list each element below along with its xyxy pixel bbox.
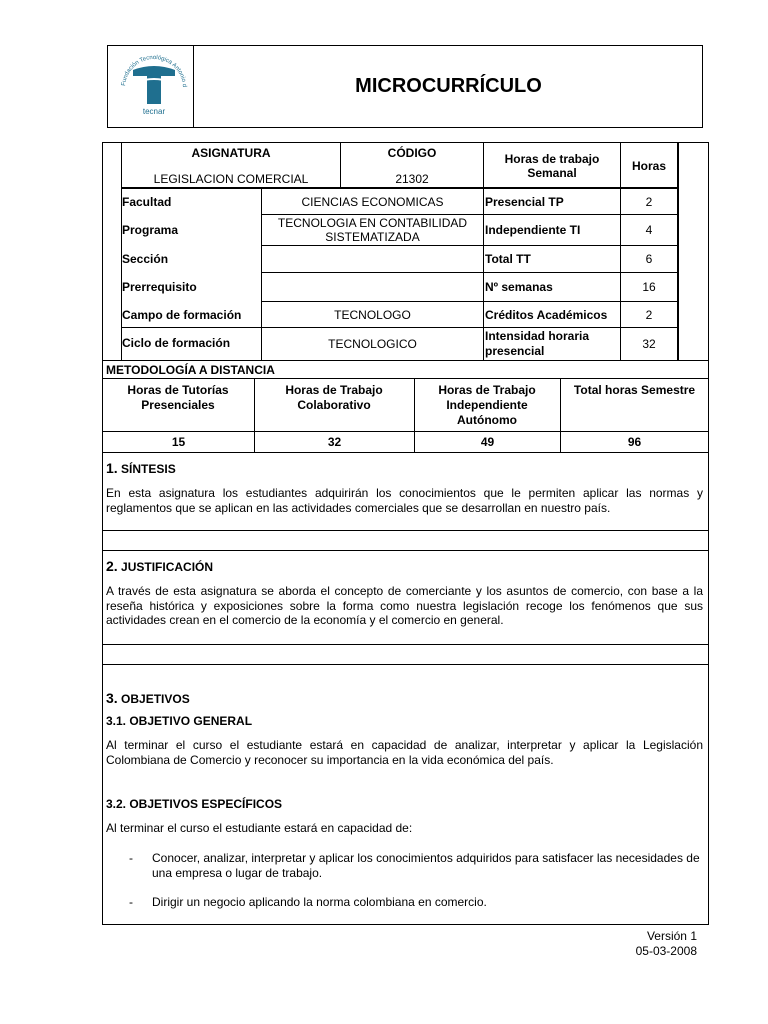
row-value-prerrequisito xyxy=(262,273,483,301)
row-value-intensidad: 32 xyxy=(642,337,656,351)
met-header-total: Total horas Semestre xyxy=(573,383,696,397)
section-objetivos-heading xyxy=(106,690,190,706)
row-value-ciclo: TECNOLOGICO xyxy=(328,337,417,351)
row-value-seccion xyxy=(262,246,483,272)
justificacion-text: A través de esta asignatura se aborda el concepto de comerciante y los asuntos de comercio, con base a la reseña histórica y exposiciones sobre la forma como nuestra legislación recoge los fenómenos que sus actividades crean en el comercio de la economía y el comercio en general. xyxy=(106,584,703,627)
section-title: OBJETIVOS xyxy=(121,692,190,706)
row-label-seccion: Sección xyxy=(122,252,169,266)
logo-text: tecnar xyxy=(142,107,166,116)
section-title: SÍNTESIS xyxy=(121,462,176,476)
met-header-tutorias: Horas de Tutorías Presenciales xyxy=(127,383,229,412)
codigo-label: CÓDIGO xyxy=(387,146,437,160)
row-value-presencial: 2 xyxy=(645,194,653,209)
row-label-ciclo: Ciclo de formación xyxy=(122,336,231,350)
list-item-marker: - xyxy=(129,851,133,865)
sintesis-text: En esta asignatura los estudiantes adquirirán los conocimientos que le permiten aplicar las normas y reglamentos que se aplican en las actividades comerciales que se desarrollan en nuestro país. xyxy=(106,486,703,515)
row-label-facultad: Facultad xyxy=(122,194,172,209)
metodologia-title: METODOLOGÍA A DISTANCIA xyxy=(106,362,275,377)
row-value-facultad: CIENCIAS ECONOMICAS xyxy=(301,194,444,209)
objetivo-general-text: Al terminar el curso el estudiante estará en capacidad de analizar, interpretar y aplicar la Legislación Colombiana de Comercio y reconocer su importancia en la vida económica del país. xyxy=(106,738,703,767)
logo-arc-text: Fundación Tecnológica Antonio d xyxy=(121,54,188,88)
row-label-intensidad: Intensidad horaria presencial xyxy=(485,329,590,358)
horas-trabajo-label: Horas de trabajo Semanal xyxy=(504,152,600,180)
section-number: 1. xyxy=(106,460,118,476)
list-item-marker: - xyxy=(129,895,133,909)
row-label-programa: Programa xyxy=(122,223,179,237)
met-header-independiente: Horas de Trabajo Independiente Autónomo xyxy=(438,383,536,427)
list-item: Dirigir un negocio aplicando la norma colombiana en comercio. xyxy=(152,895,487,909)
objetivos-especificos-intro: Al terminar el curso el estudiante estará en capacidad de: xyxy=(106,821,413,835)
row-value-total-tt: 6 xyxy=(645,252,653,266)
row-label-total-tt: Total TT xyxy=(485,252,531,266)
section-number: 3. xyxy=(106,690,118,706)
objetivos-especificos-title: 3.2. OBJETIVOS ESPECÍFICOS xyxy=(106,797,283,811)
met-header-colaborativo: Horas de Trabajo Colaborativo xyxy=(285,383,383,412)
row-label-prerrequisito: Prerrequisito xyxy=(122,280,197,294)
section-justificacion-heading xyxy=(106,558,213,574)
met-value-colaborativo: 32 xyxy=(327,435,342,449)
logo-mark-icon xyxy=(133,66,175,104)
footer-date: 05-03-2008 xyxy=(635,944,697,958)
row-value-semanas: 16 xyxy=(642,280,656,294)
row-value-independiente: 4 xyxy=(645,223,653,237)
met-value-independiente: 49 xyxy=(480,435,495,449)
objetivo-general-title: 3.1. OBJETIVO GENERAL xyxy=(106,714,253,728)
met-value-total: 96 xyxy=(627,435,642,449)
row-value-programa: TECNOLOGIA EN CONTABILIDAD SISTEMATIZADA xyxy=(277,216,468,244)
row-label-campo: Campo de formación xyxy=(122,307,242,322)
row-label-semanas: Nº semanas xyxy=(485,280,553,294)
logo xyxy=(115,48,193,120)
row-label-independiente: Independiente TI xyxy=(485,223,581,237)
codigo-value: 21302 xyxy=(395,171,429,186)
asignatura-value: LEGISLACION COMERCIAL xyxy=(153,171,309,186)
page-title: MICROCURRÍCULO xyxy=(355,75,542,97)
section-title: JUSTIFICACIÓN xyxy=(121,560,214,574)
list-item: Conocer, analizar, interpretar y aplicar los conocimientos adquiridos para satisfacer las necesidades de una empresa o lugar de trabajo. xyxy=(152,851,700,880)
row-value-campo: TECNOLOGO xyxy=(334,307,411,322)
row-label-presencial: Presencial TP xyxy=(485,194,564,209)
row-value-creditos: 2 xyxy=(645,307,653,322)
horas-label: Horas xyxy=(631,159,666,173)
met-value-tutorias: 15 xyxy=(171,435,186,449)
row-label-creditos: Créditos Académicos xyxy=(485,307,608,322)
section-number: 2. xyxy=(106,558,118,574)
footer-version: Versión 1 xyxy=(646,929,697,943)
section-sintesis-heading xyxy=(106,460,176,476)
asignatura-label: ASIGNATURA xyxy=(191,146,271,160)
